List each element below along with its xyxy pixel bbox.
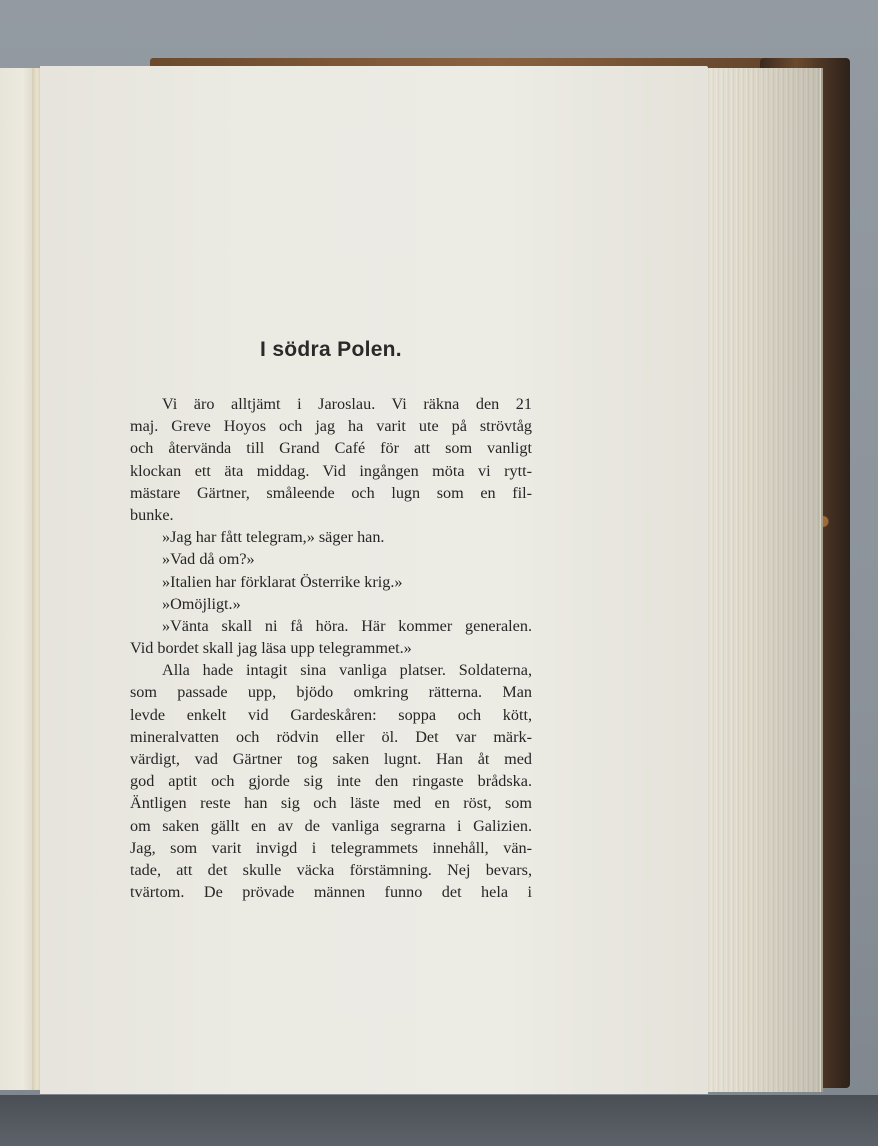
text-line: Vi äro alltjämt i Jaroslau. Vi räkna den 21	[162, 395, 532, 413]
text-line: och återvända till Grand Café för att som vanligt	[130, 439, 532, 458]
text-line: Vid bordet skall jag läsa upp telegrammet.»	[130, 639, 412, 658]
text-line: klockan ett äta middag. Vid ingången möta vi rytt-	[130, 461, 532, 480]
text-line: tade, att det skulle väcka förstämning. Nej bevars,	[130, 860, 532, 879]
text-line: bunke.	[130, 505, 174, 524]
text-line: Jag, som varit invigd i telegrammets innehåll, vän-	[130, 838, 532, 857]
text-line: levde enkelt vid Gardeskåren: soppa och kött,	[130, 705, 532, 724]
text-line: mästare Gärtner, småleende och lugn som en fil-	[130, 483, 532, 502]
chapter-title: I södra Polen.	[260, 338, 402, 361]
text-line: »Omöjligt.»	[162, 594, 241, 613]
text-line: maj. Greve Hoyos och jag ha varit ute på strövtåg	[130, 417, 532, 436]
text-line: »Vad då om?»	[162, 550, 255, 569]
page-body	[130, 393, 532, 903]
text-line: Alla hade intagit sina vanliga platser. Soldaterna,	[162, 661, 532, 680]
text-line: god aptit och gjorde sig inte den ringaste brådska.	[130, 772, 532, 791]
text-line: värdigt, vad Gärtner tog saken lugnt. Han åt med	[130, 750, 532, 768]
text-line: Äntligen reste han sig och läste med en röst, som	[130, 794, 532, 813]
text-line: som passade upp, bjödo omkring rätterna. Man	[130, 683, 532, 702]
text-line: »Vänta skall ni få höra. Här kommer generalen.	[162, 616, 532, 635]
text-line: tvärtom. De prövade männen funno det hela i	[130, 883, 532, 902]
table-shadow	[0, 1095, 878, 1146]
text-line: om saken gällt en av de vanliga segrarna i Galizien.	[130, 816, 532, 835]
text-line: »Jag har fått telegram,» säger han.	[162, 528, 385, 547]
page-block-shade	[704, 68, 820, 1092]
text-line: mineralvatten och rödvin eller öl. Det var märk-	[130, 727, 532, 746]
text-line: »Italien har förklarat Österrike krig.»	[162, 572, 403, 591]
